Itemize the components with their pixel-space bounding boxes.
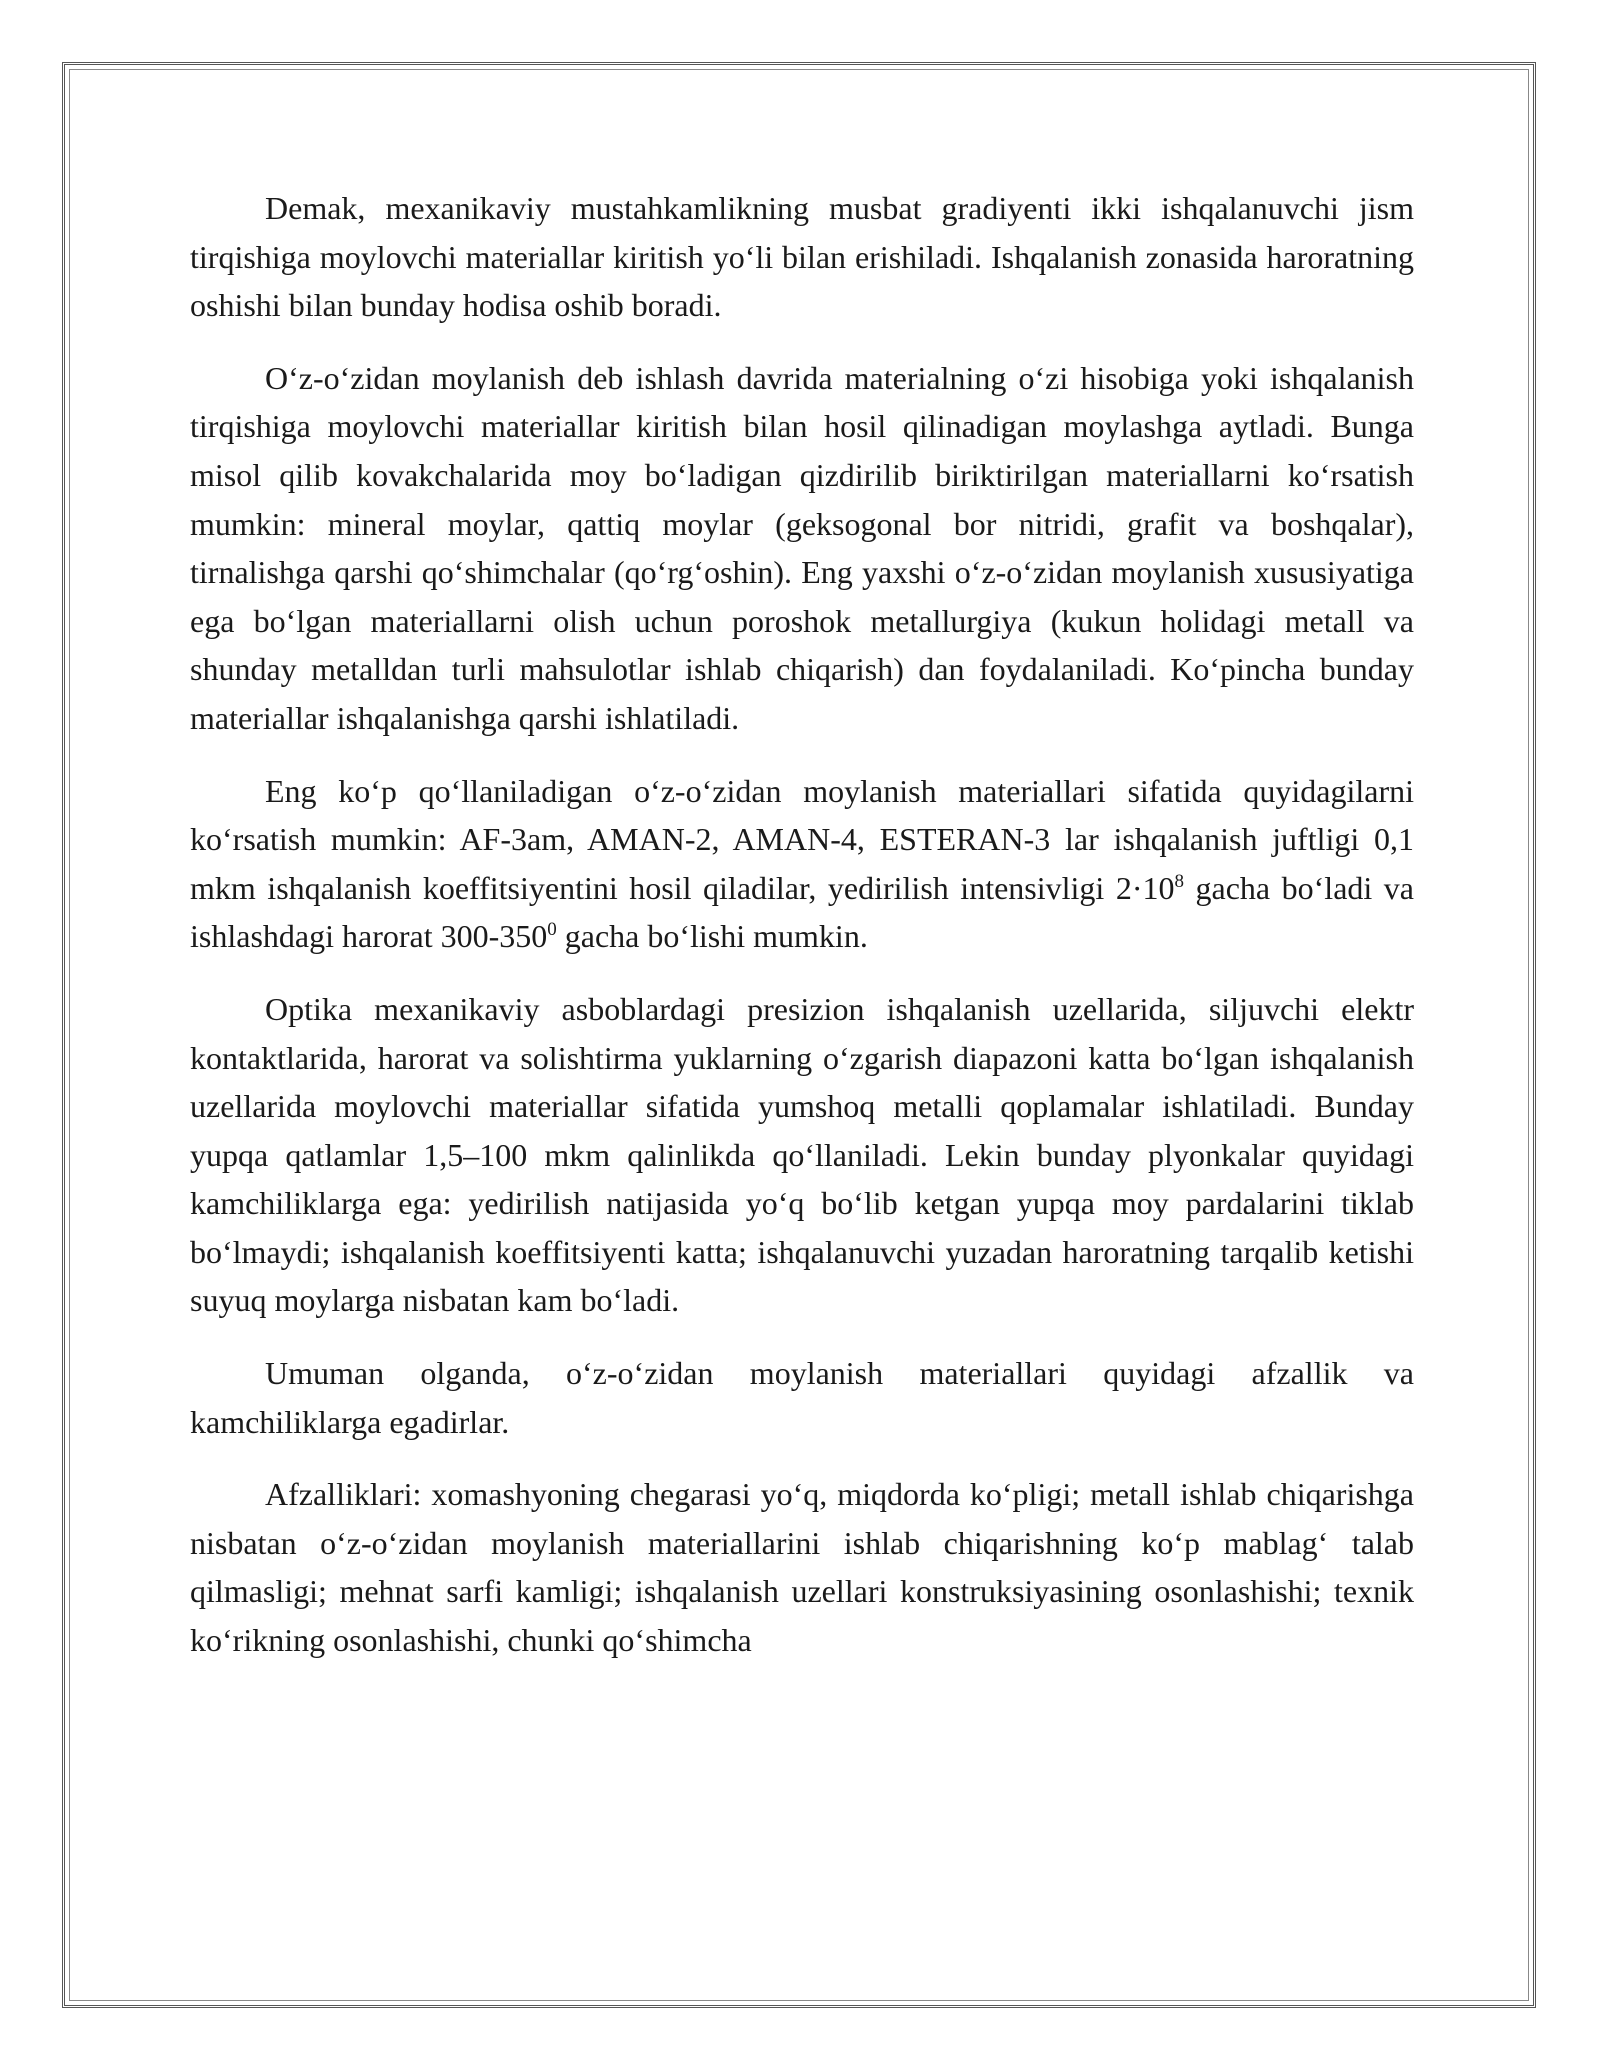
paragraph-5: Umuman olganda, o‘z-o‘zidan moylanish materiallari quyidagi afzallik va kamchiliklarga egadirlar. <box>190 1355 1414 1440</box>
paragraph-3-part-1: Eng ko‘p qo‘llaniladigan o‘z-o‘zidan moylanish materiallari sifatida quyidagilarni ko‘rsatish mumkin: AF-3am, AMAN-2, AMAN-4, ESTERAN-3 lar ishqalanish juftligi 0,1 mkm ishqalanish koeffitsiyentini hosil qiladilar, yedirilish intensivligi 2·10 <box>190 772 1414 906</box>
paragraph-3-part-3: gacha bo‘lishi mumkin. <box>556 918 868 955</box>
paragraph-3 <box>190 767 1414 961</box>
document-body <box>190 184 1414 1665</box>
paragraph-6: Afzalliklari: xomashyoning chegarasi yo‘q, miqdorda ko‘pligi; metall ishlab chiqarishga nisbatan o‘z-o‘zidan moylanish materiallarini ishlab chiqarishning ko‘p mablag‘ talab qilmasligi; mehnat sarfi kamligi; ishqalanish uzellari konstruksiyasining osonlashishi; texnik ko‘rikning osonlashishi, chunki qo‘shimcha <box>190 1476 1414 1659</box>
paragraph-1: Demak, mexanikaviy mustahkamlikning musbat gradiyenti ikki ishqalanuvchi jism tirqishiga moylovchi materiallar kiritish yo‘li bilan erishiladi. Ishqalanish zonasida haroratning oshishi bilan bunday hodisa oshib boradi. <box>190 190 1414 324</box>
paragraph-4: Optika mexanikaviy asboblardagi presizion ishqalanish uzellarida, siljuvchi elektr kontaktlarida, harorat va solishtirma yuklarning o‘zgarish diapazoni katta bo‘lgan ishqalanish uzellarida moylovchi materiallar sifatida yumshoq metalli qoplamalar ishlatiladi. Bunday yupqa qatlamlar 1,5–100 mkm qalinlikda qo‘llaniladi. Lekin bunday plyonkalar quyidagi kamchiliklarga ega: yedirilish natijasida yo‘q bo‘lib ketgan yupqa moy pardalarini tiklab bo‘lmaydi; ishqalanish koeffitsiyenti katta; ishqalanuvchi yuzadan haroratning tarqalib ketishi suyuq moylarga nisbatan kam bo‘ladi. <box>190 990 1414 1319</box>
degree-superscript: 0 <box>547 919 557 941</box>
wear-intensity-exponent: 8 <box>1174 870 1184 892</box>
paragraph-3-part-2: gacha bo‘ladi va ishlashdagi harorat 300-350 <box>190 869 1415 955</box>
paragraph-2: O‘z-o‘zidan moylanish deb ishlash davrida materialning o‘zi hisobiga yoki ishqalanish tirqishiga moylovchi materiallar kiritish bilan hosil qilinadigan moylashga aytladi. Bunga misol qilib kovakchalarida moy bo‘ladigan qizdirilib biriktirilgan materiallarni ko‘rsatish mumkin: mineral moylar, qattiq moylar (geksogonal bor nitridi, grafit va boshqalar), tirnalishga qarshi qo‘shimchalar (qo‘rg‘oshin). Eng yaxshi o‘z-o‘zidan moylanish xususiyatiga ega bo‘lgan materiallarni olish uchun poroshok metallurgiya (kukun holidagi metall va shunday metalldan turli mahsulotlar ishlab chiqarish) dan foydalaniladi. Ko‘pincha bunday materiallar ishqalanishga qarshi ishlatiladi. <box>190 359 1414 736</box>
